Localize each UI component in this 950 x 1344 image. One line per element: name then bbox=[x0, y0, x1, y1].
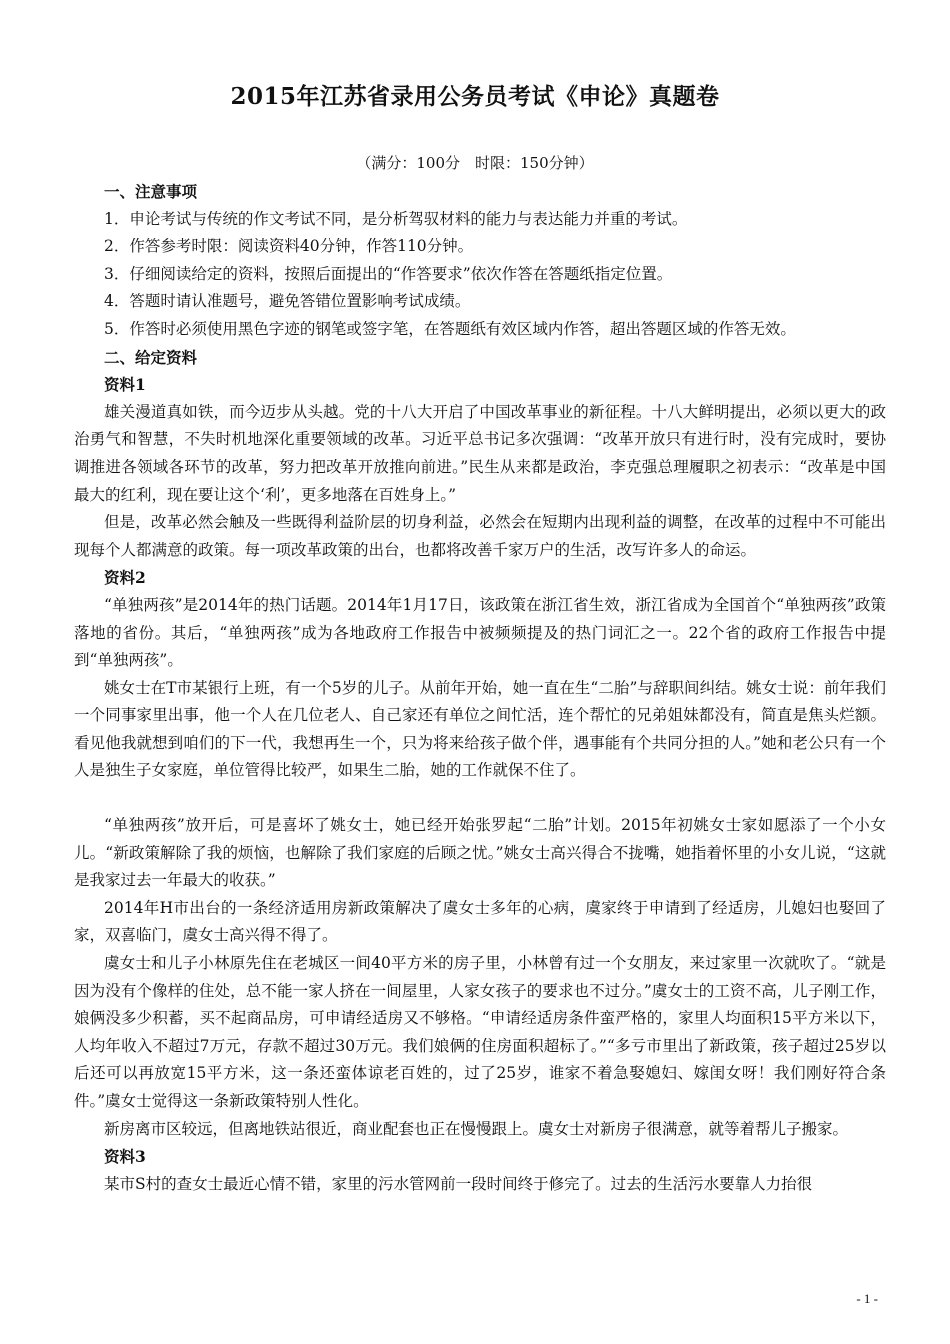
note-item: 1．申论考试与传统的作文考试不同，是分析驾驭材料的能力与表达能力并重的考试。 bbox=[104, 209, 688, 228]
note-item: 3．仔细阅读给定的资料，按照后面提出的“作答要求”依次作答在答题纸指定位置。 bbox=[104, 264, 673, 283]
exam-info: （满分：100分 时限：150分钟） bbox=[356, 154, 594, 172]
material-heading-3: 资料3 bbox=[104, 1147, 146, 1167]
note-item: 4．答题时请认准题号，避免答错位置影响考试成绩。 bbox=[104, 292, 471, 311]
note-item: 5．作答时必须使用黑色字迹的钢笔或签字笔，在答题纸有效区域内作答，超出答题区域的作答无效。 bbox=[104, 319, 796, 338]
material-paragraph: 虞女士和儿子小林原先住在老城区一间40平方米的房子里，小林曾有过一个女朋友，来过家里一次就吹了。“就是因为没有个像样的住处，总不能一家人挤在一间屋里，人家女孩子的要求也不过分。”虞女士的工资不高，儿子刚工作，娘俩没多少积蓄，买不起商品房，可申请经适房又不够格。“申请经适房条件蛮严格的，家里人均面积15平方米以下，人均年收入不超过7万元，存款不超过30万元。我们娘俩的住房面积超标了。”“多亏市里出了新政策，孩子超过25岁以后还可以再放宽15平方米，这一条还蛮体谅老百姓的，过了25岁，谁家不着急娶媳妇、嫁闺女呀！我们刚好符合条件。”虞女士觉得这一条新政策特别人性化。 bbox=[74, 954, 886, 1110]
material-heading-2: 资料2 bbox=[104, 568, 146, 588]
page-number: - 1 - bbox=[856, 1291, 878, 1306]
note-item: 2．作答参考时限：阅读资料40分钟，作答110分钟。 bbox=[104, 237, 474, 256]
material-paragraph: “单独两孩”放开后，可是喜坏了姚女士，她已经开始张罗起“二胎”计划。2015年初姚女士家如愿添了一个小女儿。“新政策解除了我的烦恼，也解除了我们家庭的后顾之忧。”姚女士高兴得合不拢嘴，她指着怀里的小女儿说，“这就是我家过去一年最大的收获。” bbox=[74, 816, 886, 890]
material-paragraph: 姚女士在T市某银行上班，有一个5岁的儿子。从前年开始，她一直在生“二胎”与辞职间纠结。姚女士说：前年我们一个同事家里出事，他一个人在几位老人、自己家还有单位之间忙活，连个帮忙的兄弟姐妹都没有，简直是焦头烂额。看见他我就想到咱们的下一代，我想再生一个，只为将来给孩子做个伴，遇事能有个共同分担的人。”她和老公只有一个人是独生子女家庭，单位管得比较严，如果生二胎，她的工作就保不住了。 bbox=[74, 678, 886, 780]
section-heading-materials: 二、给定资料 bbox=[104, 347, 198, 367]
material-paragraph: 新房离市区较远，但离地铁站很近，商业配套也正在慢慢跟上。虞女士对新房子很满意，就等着帮儿子搬家。 bbox=[104, 1119, 849, 1138]
material-paragraph: 某市S村的查女士最近心情不错，家里的污水管网前一段时间终于修完了。过去的生活污水要靠人力抬很 bbox=[104, 1174, 813, 1193]
section-heading-notes: 一、注意事项 bbox=[104, 182, 198, 201]
material-paragraph: 雄关漫道真如铁，而今迈步从头越。党的十八大开启了中国改革事业的新征程。十八大鲜明提出，必须以更大的政治勇气和智慧，不失时机地深化重要领域的改革。习近平总书记多次强调：“改革开放只有进行时，没有完成时，要协调推进各领域各环节的改革，努力把改革开放推向前进。”民生从来都是政治，李克强总理履职之初表示：“改革是中国最大的红利，现在要让这个‘利’，更多地落在百姓身上。” bbox=[74, 402, 886, 504]
material-paragraph: 但是，改革必然会触及一些既得利益阶层的切身利益，必然会在短期内出现利益的调整，在改革的过程中不可能出现每个人都满意的政策。每一项改革政策的出台，也都将改善千家万户的生活，改写许多人的命运。 bbox=[74, 513, 886, 559]
blank-line bbox=[74, 785, 886, 812]
material-paragraph: “单独两孩”是2014年的热门话题。2014年1月17日，该政策在浙江省生效，浙江省成为全国首个“单独两孩”政策落地的省份。其后，“单独两孩”成为各地政府工作报告中被频频提及的热门词汇之一。22个省的政府工作报告中提到“单独两孩”。 bbox=[74, 595, 886, 670]
document-title: 2015年江苏省录用公务员考试《申论》真题卷 bbox=[230, 83, 720, 110]
document-body bbox=[74, 178, 886, 1198]
material-paragraph: 2014年H市出台的一条经济适用房新政策解决了虞女士多年的心病，虞家终于申请到了经适房，儿媳妇也娶回了家，双喜临门，虞女士高兴得不得了。 bbox=[74, 898, 886, 945]
material-heading-1: 资料1 bbox=[104, 375, 146, 395]
